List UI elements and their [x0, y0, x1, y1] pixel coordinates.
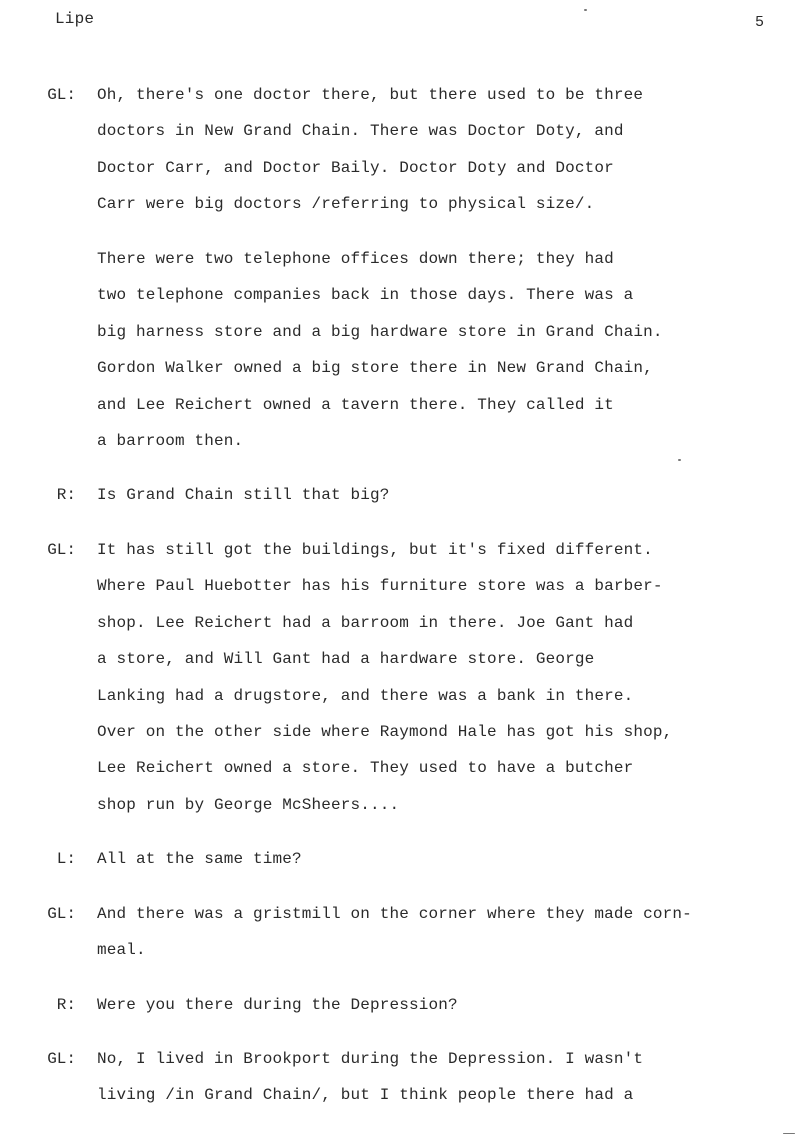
- text-line: Over on the other side where Raymond Hale has got his shop,: [97, 722, 673, 741]
- transcript-paragraph: [97, 477, 777, 513]
- transcript-paragraph: [97, 241, 777, 459]
- text-line: Were you there during the Depression?: [97, 996, 458, 1014]
- text-line: No, I lived in Brookport during the Depression. I wasn't: [97, 1050, 644, 1068]
- text-line: It has still got the buildings, but it's fixed different.: [97, 541, 653, 559]
- text-line: living /in Grand Chain/, but I think people there had a: [97, 1086, 634, 1105]
- speaker-label: GL:: [47, 905, 76, 923]
- text-line: a store, and Will Gant had a hardware store. George: [97, 650, 595, 669]
- scan-speck: [678, 459, 681, 461]
- text-line: Doctor Carr, and Doctor Baily. Doctor Doty and Doctor: [97, 158, 614, 177]
- speaker-label: GL:: [47, 1050, 76, 1068]
- text-line: And there was a gristmill on the corner where they made corn-: [97, 905, 692, 923]
- text-line: doctors in New Grand Chain. There was Doctor Doty, and: [97, 122, 624, 141]
- transcript-paragraph: [97, 987, 777, 1023]
- speaker-label: R:: [56, 996, 76, 1014]
- text-line: two telephone companies back in those days. There was a: [97, 286, 634, 305]
- transcript-paragraph: [97, 532, 777, 823]
- page-number: 5: [755, 14, 765, 31]
- speaker-label: L:: [56, 850, 76, 868]
- text-line: meal.: [97, 941, 146, 960]
- speaker-label: R:: [56, 486, 76, 504]
- text-line: All at the same time?: [97, 850, 302, 868]
- text-line: Is Grand Chain still that big?: [97, 486, 390, 504]
- text-line: a barroom then.: [97, 431, 244, 450]
- text-line: Where Paul Huebotter has his furniture store was a barber-: [97, 577, 663, 596]
- text-line: Lanking had a drugstore, and there was a bank in there.: [97, 686, 634, 705]
- text-line: Gordon Walker owned a big store there in New Grand Chain,: [97, 359, 653, 378]
- text-line: shop. Lee Reichert had a barroom in there. Joe Gant had: [97, 613, 634, 632]
- speaker-label: GL:: [47, 541, 76, 559]
- text-line: big harness store and a big hardware store in Grand Chain.: [97, 322, 663, 341]
- scan-speck: [783, 1133, 795, 1134]
- text-line: shop run by George McSheers....: [97, 795, 400, 814]
- speaker-label: GL:: [47, 86, 76, 104]
- text-line: There were two telephone offices down there; they had: [97, 250, 614, 268]
- transcript-paragraph: [97, 841, 777, 877]
- transcript-paragraph: [97, 1041, 777, 1114]
- text-line: and Lee Reichert owned a tavern there. They called it: [97, 395, 614, 414]
- text-line: Carr were big doctors /referring to physical size/.: [97, 195, 595, 214]
- text-line: Lee Reichert owned a store. They used to have a butcher: [97, 759, 634, 778]
- text-line: Oh, there's one doctor there, but there used to be three: [97, 86, 644, 104]
- transcript-paragraph: [97, 896, 777, 969]
- transcript-paragraph: [97, 77, 777, 223]
- header-name: Lipe: [55, 10, 95, 28]
- scan-speck: [584, 9, 587, 11]
